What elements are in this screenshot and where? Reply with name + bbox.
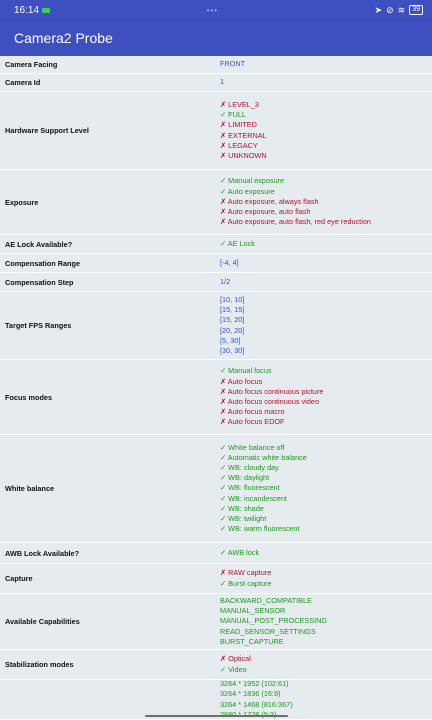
value-item: ✓ Burst capture [220,578,272,588]
table-row [0,56,432,74]
value-item: ✗ Auto focus continuous picture [220,386,324,396]
value-item: [15, 20] [220,315,245,325]
value-item: ✓ Manual exposure [220,176,285,186]
app-bar [0,20,432,56]
table-row [0,650,432,680]
value-item: 3264 * 1836 (16:9) [220,689,281,699]
value-item: ✓ WB: twilight [220,514,267,523]
row-value [210,74,432,91]
value-item: ✓ White balance off [220,442,285,452]
table-row [0,92,432,170]
value-item: ✓ Manual focus [220,366,272,376]
value-item: ✓ FULL [220,110,246,120]
value-item: 3264 * 1952 (102:61) [220,679,289,689]
value-item: ✓ Automatic white balance [220,452,307,462]
row-label: Focus modes [5,392,53,402]
more-dots-icon: ••• [206,5,218,15]
value-item: ✓ WB: shade [220,503,264,513]
row-value [210,680,432,719]
table-row [0,74,432,92]
row-value [210,360,432,434]
row-label: Compensation Step [5,277,74,287]
table-row [0,254,432,273]
value-item: ✓ Video [220,664,247,674]
value-item: BURST_CAPTURE [220,636,284,646]
row-value [210,292,432,359]
value-item: ✓ AE Lock [220,238,255,248]
row-value [210,594,432,649]
row-label: Capture [5,574,33,583]
home-indicator[interactable] [145,715,288,717]
value-item: [-4, 4] [220,257,239,267]
value-item: ✗ Auto exposure, auto flash, red eye reduction [220,217,371,227]
table-row [0,235,432,254]
value-item: ✓ WB: cloudy day [220,462,279,472]
value-item: [30, 30] [220,345,245,355]
row-label: Target FPS Ranges [5,321,72,330]
row-label: Camera Facing [5,60,58,69]
table-row [0,680,432,720]
row-label: Available Capabilities [5,617,80,626]
row-value [210,235,432,253]
row-label: Hardware Support Level [5,126,89,135]
table-row [0,292,432,360]
value-item: ✗ Optical [220,654,251,664]
row-value [210,273,432,291]
row-value [210,170,432,234]
row-label: Camera Id [5,78,41,87]
table-row [0,435,432,543]
row-value [210,543,432,563]
row-label: AWB Lock Available? [5,548,80,558]
value-item: ✓ Auto exposure [220,186,275,196]
value-item: BACKWARD_COMPATIBLE [220,596,312,605]
value-item: MANUAL_SENSOR [220,606,286,616]
value-item: ✗ LIMITED [220,120,257,130]
value-item: ✗ LEGACY [220,140,258,150]
row-value [210,564,432,593]
table-row [0,360,432,435]
value-item: ✓ AWB lock [220,547,260,557]
row-label: White balance [5,484,55,493]
battery-icon: 39 [409,5,423,15]
battery-saver-icon [42,8,50,13]
value-item: [5, 30] [220,335,241,345]
row-value [210,56,432,73]
value-item: [20, 20] [220,325,245,335]
row-value [210,254,432,272]
value-item: ✗ LEVEL_3 [220,99,259,109]
value-item: ✓ WB: incandescent [220,493,287,503]
value-item: ✗ UNKNOWN [220,150,267,160]
table-row [0,564,432,594]
status-left [14,5,50,16]
row-value [210,435,432,542]
table-row [0,273,432,292]
value-item: ✗ Auto focus [220,376,263,386]
row-value [210,650,432,679]
value-item: ✓ WB: daylight [220,473,270,483]
status-time: 16:14 [14,4,40,16]
row-label [0,680,210,719]
table-row [0,543,432,564]
wifi-icon: ≋ [397,4,406,15]
value-item: ✗ EXTERNAL [220,130,267,140]
row-label: Exposure [5,197,39,207]
no-sim-icon: ⊘ [386,4,394,15]
row-label: AE Lock Available? [5,239,73,249]
camera-info-table[interactable] [0,56,432,720]
table-row [0,170,432,235]
value-item: ✗ Auto focus continuous video [220,397,320,406]
value-item: MANUAL_POST_PROCESSING [220,616,328,626]
value-item: ✗ Auto focus macro [220,407,285,417]
table-row [0,594,432,650]
value-item: ✗ RAW capture [220,568,272,578]
value-item: 3264 * 1468 (816:367) [220,699,293,709]
value-item: ✓ WB: fluorescent [220,483,280,493]
value-item: ✗ Auto exposure, auto flash [220,207,311,217]
value-item: READ_SENSOR_SETTINGS [220,626,316,636]
value-item: ✗ Auto exposure, always flash [220,196,319,206]
app-title: Camera2 Probe [14,30,113,46]
value-item: 1 [220,77,225,87]
location-icon: ➤ [374,4,383,15]
row-label: Compensation Range [5,258,81,268]
value-item: 1/2 [220,276,231,286]
row-value [210,92,432,169]
value-item: [10, 10] [220,294,245,304]
value-item: FRONT [220,59,246,69]
status-bar [0,0,432,20]
row-label: Stabilization modes [5,660,74,669]
value-item: ✓ WB: warm fluorescent [220,524,300,534]
status-right [375,5,423,16]
value-item: ✗ Auto focus EDOF [220,417,285,427]
value-item: [15, 15] [220,305,245,315]
